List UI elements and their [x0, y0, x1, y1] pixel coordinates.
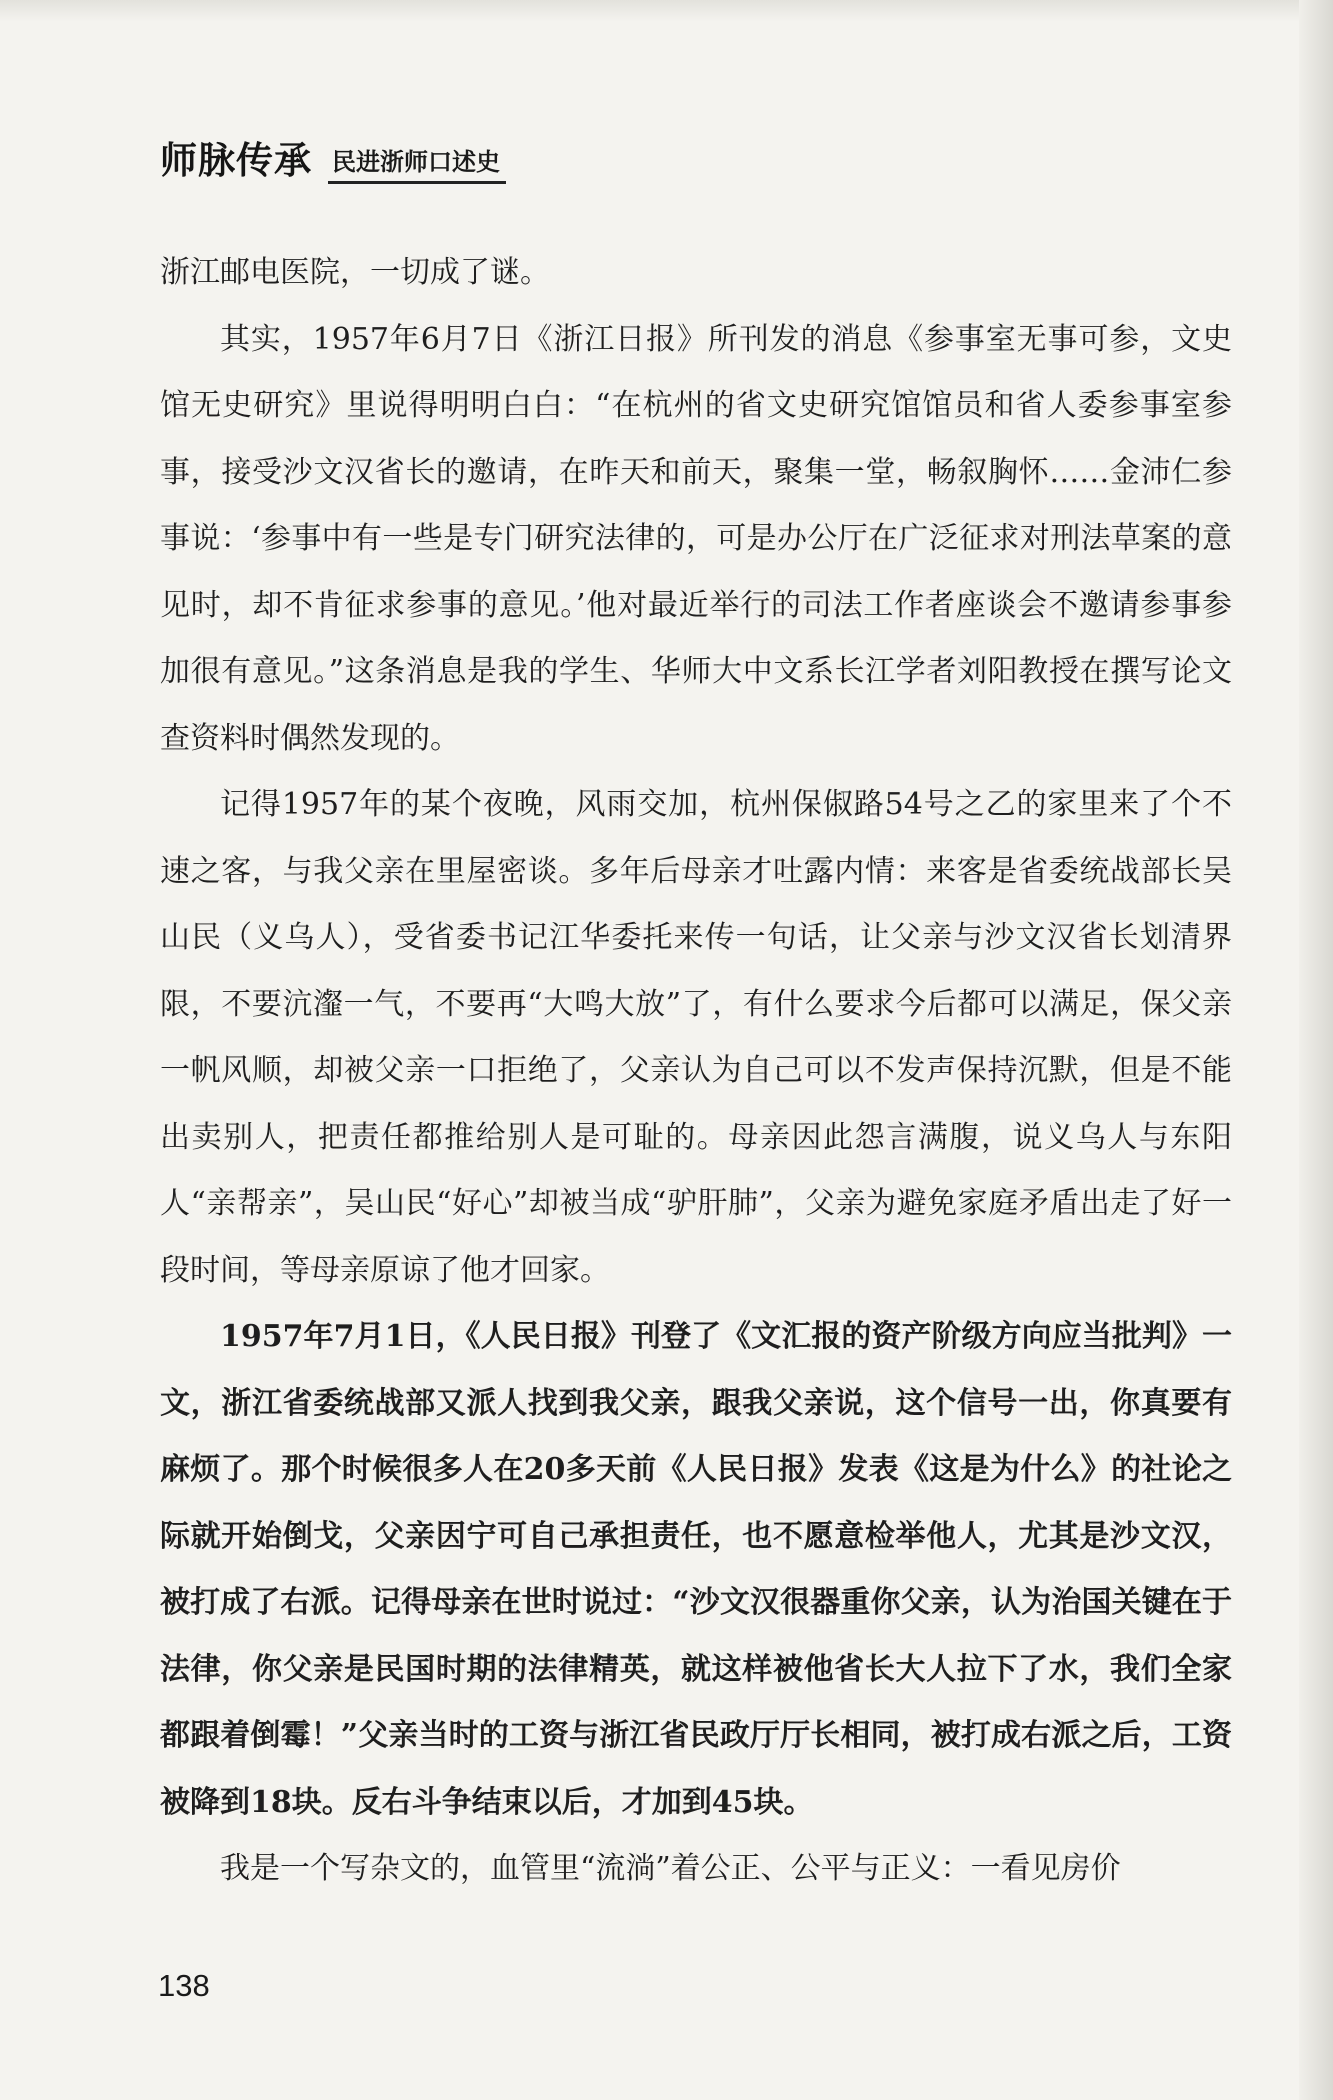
page-top-shadow: [0, 0, 1333, 22]
page-edge-shadow: [1299, 0, 1333, 2100]
paragraph-continued: 浙江邮电医院，一切成了谜。: [160, 255, 550, 290]
page-number: 138: [158, 1968, 210, 2003]
book-subtitle: 民进浙师口述史: [328, 140, 506, 184]
running-header: [160, 130, 506, 184]
paragraph-july-first: 1957年7月1日，《人民日报》刊登了《文汇报的资产阶级方向应当批判》一文，浙江省委统战部又派人找到我父亲，跟我父亲说，这个信号一出，你真要有麻烦了。那个时候很多人在20多天前《人民日报》发表《这是为什么》的社论之际就开始倒戈，父亲因宁可自己承担责任，也不愿意检举他人，尤其是沙文汉，被打成了右派。记得母亲在世时说过：“沙文汉很器重你父亲，认为治国关键在于法律，你父亲是民国时期的法律精英，就这样被他省长大人拉下了水，我们全家都跟着倒霉！”父亲当时的工资与浙江省民政厅厅长相同，被打成右派之后，工资被降到18块。反右斗争结束以后，才加到45块。: [160, 1319, 1232, 1820]
body-text: [160, 240, 1232, 1903]
paragraph-essayist: 我是一个写杂文的，血管里“流淌”着公正、公平与正义：一看见房价: [220, 1851, 1121, 1886]
book-title: 师脉传承: [160, 138, 312, 182]
paragraph-night-visitor: 记得1957年的某个夜晚，风雨交加，杭州保俶路54号之乙的家里来了个不速之客，与我父亲在里屋密谈。多年后母亲才吐露内情：来客是省委统战部长吴山民（义乌人），受省委书记江华委托来传一句话，让父亲与沙文汉省长划清界限，不要沆瀣一气，不要再“大鸣大放”了，有什么要求今后都可以满足，保父亲一帆风顺，却被父亲一口拒绝了，父亲认为自己可以不发声保持沉默，但是不能出卖别人，把责任都推给别人是可耻的。母亲因此怨言满腹，说义乌人与东阳人“亲帮亲”，吴山民“好心”却被当成“驴肝肺”，父亲为避免家庭矛盾出走了好一段时间，等母亲原谅了他才回家。: [160, 787, 1232, 1288]
paragraph-1957-news: 其实，1957年6月7日《浙江日报》所刊发的消息《参事室无事可参，文史馆无史研究》里说得明明白白：“在杭州的省文史研究馆馆员和省人委参事室参事，接受沙文汉省长的邀请，在昨天和前天，聚集一堂，畅叙胸怀……金沛仁参事说：‘参事中有一些是专门研究法律的，可是办公厅在广泛征求对刑法草案的意见时，却不肯征求参事的意见。’他对最近举行的司法工作者座谈会不邀请参事参加很有意见。”这条消息是我的学生、华师大中文系长江学者刘阳教授在撰写论文查资料时偶然发现的。: [160, 321, 1232, 756]
